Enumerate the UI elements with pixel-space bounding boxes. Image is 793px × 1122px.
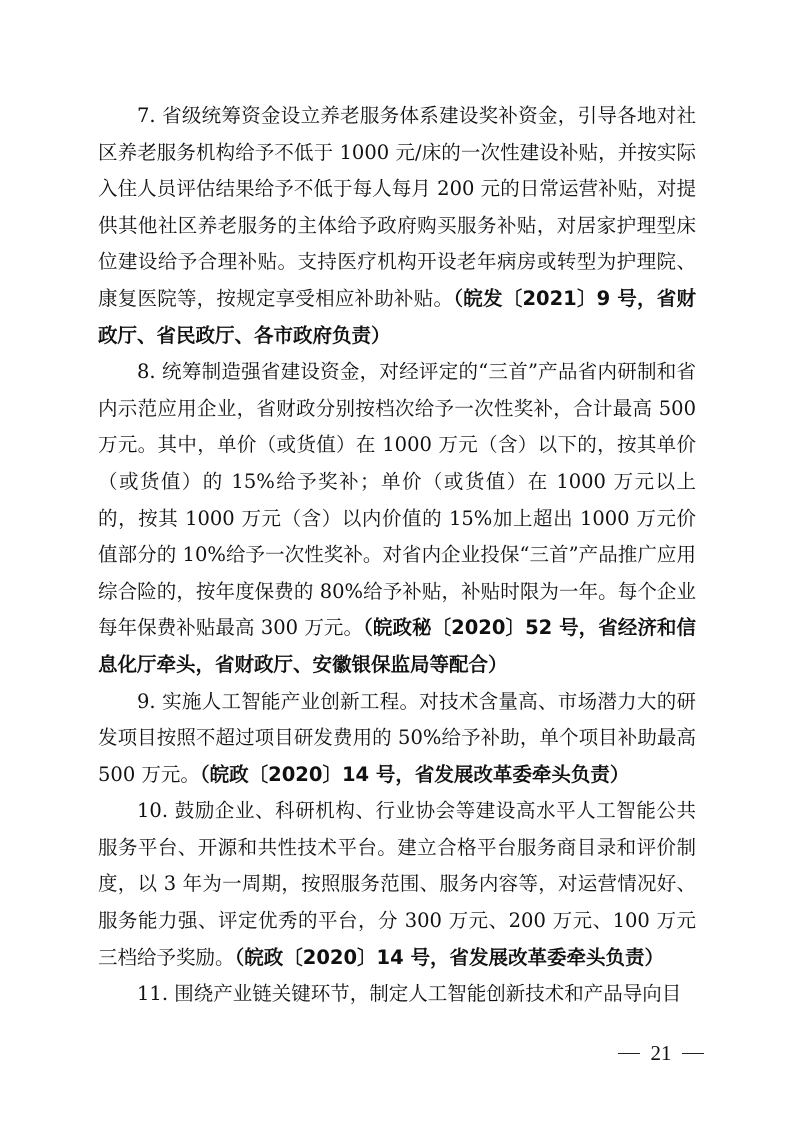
policy-source: （皖政〔2020〕14 号，省发展改革委牵头负责） <box>199 762 630 786</box>
policy-paragraph-7 <box>98 98 696 354</box>
policy-source: （皖政秘〔2020〕52 号，省经济和信息化厅牵头，省财政厅、安徽银保监局等配合） <box>98 616 696 676</box>
paragraph-text: 8. 统筹制造强省建设资金，对经评定的“三首”产品省内研制和省内示范应用企业，省财政分别按档次给予一次性奖补，合计最高 500 万元。其中，单价（或货值）在 1000 万元（含）以下的，按其单价（或货值）的 15%给予奖补；单价（或货值）在 1000 万元以上的，按其 1000 万元（含）以内价值的 15%加上超出 1000 万元价值部分的 10%给予一次性奖补。对省内企业投保“三首”产品推广应用综合险的，按年度保费的 80%给予补贴，补贴时限为一年。每个企业每年保费补贴最高 300 万元。 <box>98 360 696 640</box>
document-body <box>98 98 696 1013</box>
left-dash <box>618 1053 640 1054</box>
policy-paragraph-9 <box>98 684 696 794</box>
paragraph-text: 9. 实施人工智能产业创新工程。对技术含量高、市场潜力大的研发项目按照不超过项目研发费用的 50%给予补助，单个项目补助最高 500 万元。 <box>98 689 696 786</box>
right-dash <box>682 1053 704 1054</box>
policy-paragraph-8 <box>98 354 696 683</box>
policy-source: （皖政〔2020〕14 号，省发展改革委牵头负责） <box>234 945 664 969</box>
policy-paragraph-11 <box>98 976 696 1013</box>
page-number: 21 <box>650 1040 672 1065</box>
policy-source: （皖发〔2021〕9 号，省财政厅、省民政厅、各市政府负责） <box>98 286 696 347</box>
paragraph-text: 10. 鼓励企业、科研机构、行业协会等建设高水平人工智能公共服务平台、开源和共性技术平台。建立合格平台服务商目录和评价制度，以 3 年为一周期，按照服务范围、服务内容等，对运营情况好、服务能力强、评定优秀的平台，分 300 万元、200 万元、100 万元三档给予奖励。 <box>98 799 696 969</box>
paragraph-text: 7. 省级统筹资金设立养老服务体系建设奖补资金，引导各地对社区养老服务机构给予不低于 1000 元/床的一次性建设补贴，并按实际入住人员评估结果给予不低于每人每月 200 元的日常运营补贴，对提供其他社区养老服务的主体给予政府购买服务补贴，对居家护理型床位建设给予合理补贴。支持医疗机构开设老年病房或转型为护理院、康复医院等，按规定享受相应补助补贴。 <box>98 104 696 310</box>
page-footer <box>618 1038 704 1068</box>
paragraph-text: 11. 围绕产业链关键环节，制定人工智能创新技术和产品导向目 <box>137 982 682 1006</box>
policy-paragraph-10 <box>98 793 696 976</box>
